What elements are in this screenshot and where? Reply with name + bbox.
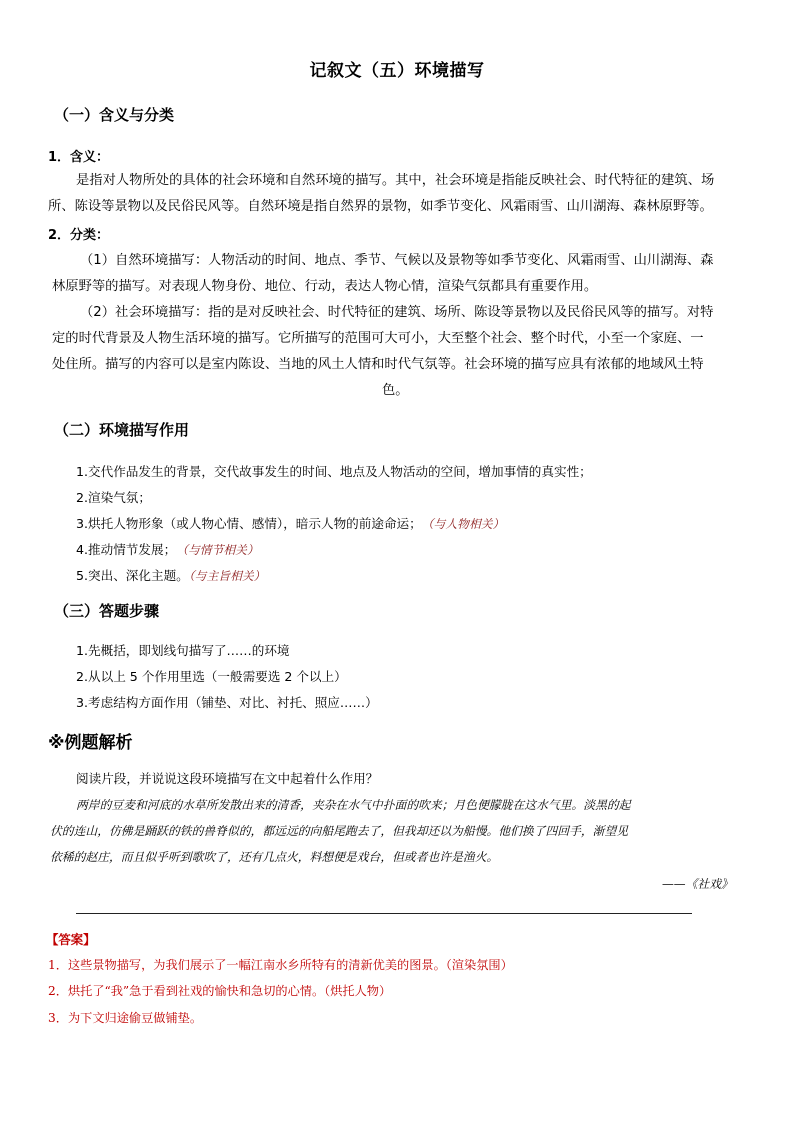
meaning-label: 1．含义： <box>48 150 110 165</box>
function-item-note: （与人物相关） <box>421 517 505 531</box>
step-item-1: 1.先概括，即划线句描写了……的环境 <box>76 643 290 658</box>
social-env-line-4: 色。 <box>382 383 409 398</box>
page-title: 记叙文（五）环境描写 <box>309 61 485 81</box>
section-heading-meaning: （一）含义与分类 <box>54 106 175 124</box>
passage-line-3: 依稀的赵庄，而且似乎听到歌吹了，还有几点火，料想便是戏台，但或者也许是渔火。 <box>50 850 499 864</box>
section-heading-functions: （二）环境描写作用 <box>54 421 190 439</box>
function-item-text: 3.烘托人物形象（或人物心情、感情），暗示人物的前途命运； <box>76 516 422 531</box>
passage-line-1: 两岸的豆麦和河底的水草所发散出来的清香，夹杂在水气中扑面的吹来；月色便朦胧在这水气里。淡黑的起 <box>76 798 631 812</box>
function-item-text: 2.渲染气氛； <box>76 490 151 505</box>
meaning-line-1: 是指对人物所处的具体的社会环境和自然环境的描写。其中，社会环境是指能反映社会、时代特征的建筑、场 <box>76 173 715 188</box>
answer-label: 【答案】 <box>46 932 96 947</box>
classification-label: 2．分类： <box>48 228 110 243</box>
natural-env-line-2: 林原野等的描写。对表现人物身份、地位、行动，表达人物心情，渲染气氛都具有重要作用。 <box>52 279 598 294</box>
social-env-line-3: 处住所。描写的内容可以是室内陈设、当地的风土人情和时代气氛等。社会环境的描写应具有浓郁的地域风土特 <box>52 357 704 372</box>
step-item-2: 2.从以上 5 个作用里选（一般需要选 2 个以上） <box>76 669 347 684</box>
function-item-5 <box>76 565 265 584</box>
function-item-1 <box>76 461 592 480</box>
function-item-4 <box>76 539 259 558</box>
example-question: 阅读片段，并说说这段环境描写在文中起着什么作用？ <box>76 771 379 786</box>
function-item-text: 5.突出、深化主题。 <box>76 568 189 583</box>
meaning-line-2: 所、陈设等景物以及民俗民风等。自然环境是指自然界的景物，如季节变化、风霜雨雪、山川湖海、森林原野等。 <box>48 199 713 214</box>
passage-line-2: 伏的连山，仿佛是踊跃的铁的兽脊似的，都远远的向船尾跑去了，但我却还以为船慢。他们换了四回手，渐望见 <box>50 824 629 838</box>
passage-source: ——《社戏》 <box>662 877 733 891</box>
function-item-note: （与情节相关） <box>176 543 259 557</box>
function-item-note: （与主旨相关） <box>188 569 266 583</box>
section-heading-steps: （三）答题步骤 <box>54 602 160 620</box>
example-heading: ※例题解析 <box>48 733 133 753</box>
function-item-2 <box>76 487 151 506</box>
social-env-line-2: 定的时代背景及人物生活环境的描写。它所描写的范围可大可小，大至整个社会、整个时代，小至一个家庭、一 <box>52 331 704 346</box>
step-item-3: 3.考虑结构方面作用（铺垫、对比、衬托、照应……） <box>76 695 378 710</box>
function-item-text: 4.推动情节发展； <box>76 542 177 557</box>
answer-line-3: 3．为下文归途偷豆做铺垫。 <box>48 1011 203 1025</box>
answer-line-2: 2．烘托了“我”急于看到社戏的愉快和急切的心情。（烘托人物） <box>48 984 392 998</box>
social-env-line-1: （2）社会环境描写：指的是对反映社会、时代特征的建筑、场所、陈设等景物以及民俗民风等的描写。对特 <box>80 305 714 320</box>
answer-line-1: 1．这些景物描写，为我们展示了一幅江南水乡所特有的清新优美的图景。（渲染氛围） <box>48 958 513 972</box>
function-item-3 <box>76 513 504 532</box>
function-item-text: 1.交代作品发生的背景，交代故事发生的时间、地点及人物活动的空间，增加事情的真实性； <box>76 464 592 479</box>
answer-divider <box>76 913 692 914</box>
natural-env-line-1: （1）自然环境描写：人物活动的时间、地点、季节、气候以及景物等如季节变化、风霜雨雪、山川湖海、森 <box>80 253 714 268</box>
